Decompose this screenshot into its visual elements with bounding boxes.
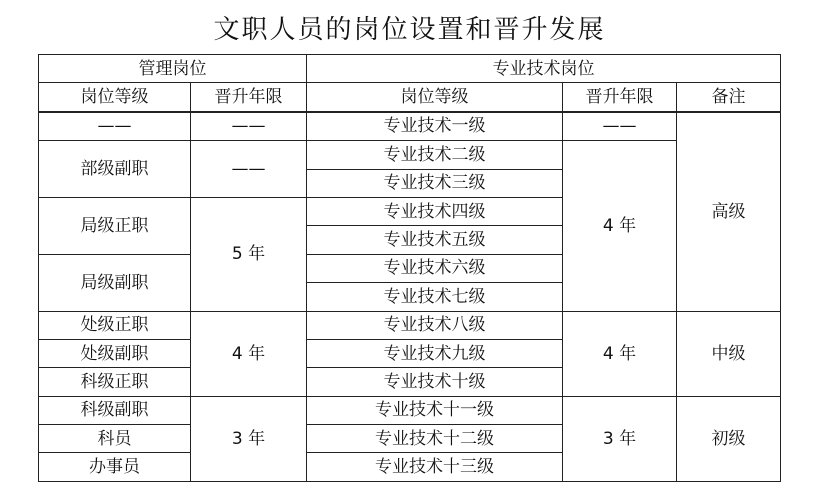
mgmt-level-cell: 局级副职 bbox=[39, 254, 191, 311]
mgmt-level-cell: 办事员 bbox=[39, 453, 191, 481]
tech-promo-cell: 4 年 bbox=[563, 311, 677, 396]
mgmt-level-cell: 部级副职 bbox=[39, 141, 191, 198]
tech-level-cell: 专业技术四级 bbox=[307, 197, 563, 225]
tech-promo-cell: 3 年 bbox=[563, 396, 677, 481]
tech-promo-cell: 4 年 bbox=[563, 141, 677, 311]
page-title: 文职人员的岗位设置和晋升发展 bbox=[213, 15, 606, 45]
table-row bbox=[39, 112, 781, 141]
tech-level-cell: 专业技术十一级 bbox=[307, 396, 563, 424]
mgmt-promo-cell: 4 年 bbox=[191, 311, 307, 396]
tech-level-cell: 专业技术六级 bbox=[307, 254, 563, 282]
mgmt-level-cell: —— bbox=[39, 112, 191, 141]
tech-level-cell: 专业技术十三级 bbox=[307, 453, 563, 481]
header-mgmt-group: 管理岗位 bbox=[39, 55, 307, 83]
position-table bbox=[38, 54, 781, 482]
mgmt-level-cell: 科员 bbox=[39, 425, 191, 453]
mgmt-level-cell: 局级正职 bbox=[39, 197, 191, 254]
header-tech-promo: 晋升年限 bbox=[563, 83, 677, 112]
mgmt-promo-cell: —— bbox=[191, 112, 307, 141]
header-tech-group: 专业技术岗位 bbox=[307, 55, 781, 83]
mgmt-level-cell: 处级副职 bbox=[39, 339, 191, 367]
header-sub-row bbox=[39, 83, 781, 112]
tech-level-cell: 专业技术一级 bbox=[307, 112, 563, 141]
tech-level-cell: 专业技术八级 bbox=[307, 311, 563, 339]
tech-level-cell: 专业技术二级 bbox=[307, 141, 563, 169]
mgmt-promo-cell: 3 年 bbox=[191, 396, 307, 481]
table-row bbox=[39, 396, 781, 424]
mgmt-level-cell: 科级副职 bbox=[39, 396, 191, 424]
table-row bbox=[39, 311, 781, 339]
header-note: 备注 bbox=[677, 83, 781, 112]
note-cell-senior: 高级 bbox=[677, 112, 781, 311]
note-cell-middle: 中级 bbox=[677, 311, 781, 396]
tech-level-cell: 专业技术五级 bbox=[307, 226, 563, 254]
mgmt-promo-cell: —— bbox=[191, 141, 307, 198]
mgmt-level-cell: 处级正职 bbox=[39, 311, 191, 339]
tech-level-cell: 专业技术三级 bbox=[307, 169, 563, 197]
note-cell-junior: 初级 bbox=[677, 396, 781, 481]
tech-level-cell: 专业技术七级 bbox=[307, 283, 563, 311]
tech-level-cell: 专业技术十二级 bbox=[307, 425, 563, 453]
mgmt-level-cell: 科级正职 bbox=[39, 368, 191, 396]
tech-level-cell: 专业技术九级 bbox=[307, 339, 563, 367]
header-group-row bbox=[39, 55, 781, 83]
header-tech-level: 岗位等级 bbox=[307, 83, 563, 112]
tech-promo-cell: —— bbox=[563, 112, 677, 141]
mgmt-promo-cell: 5 年 bbox=[191, 197, 307, 311]
tech-level-cell: 专业技术十级 bbox=[307, 368, 563, 396]
header-mgmt-promo: 晋升年限 bbox=[191, 83, 307, 112]
table-row bbox=[39, 141, 781, 169]
header-mgmt-level: 岗位等级 bbox=[39, 83, 191, 112]
